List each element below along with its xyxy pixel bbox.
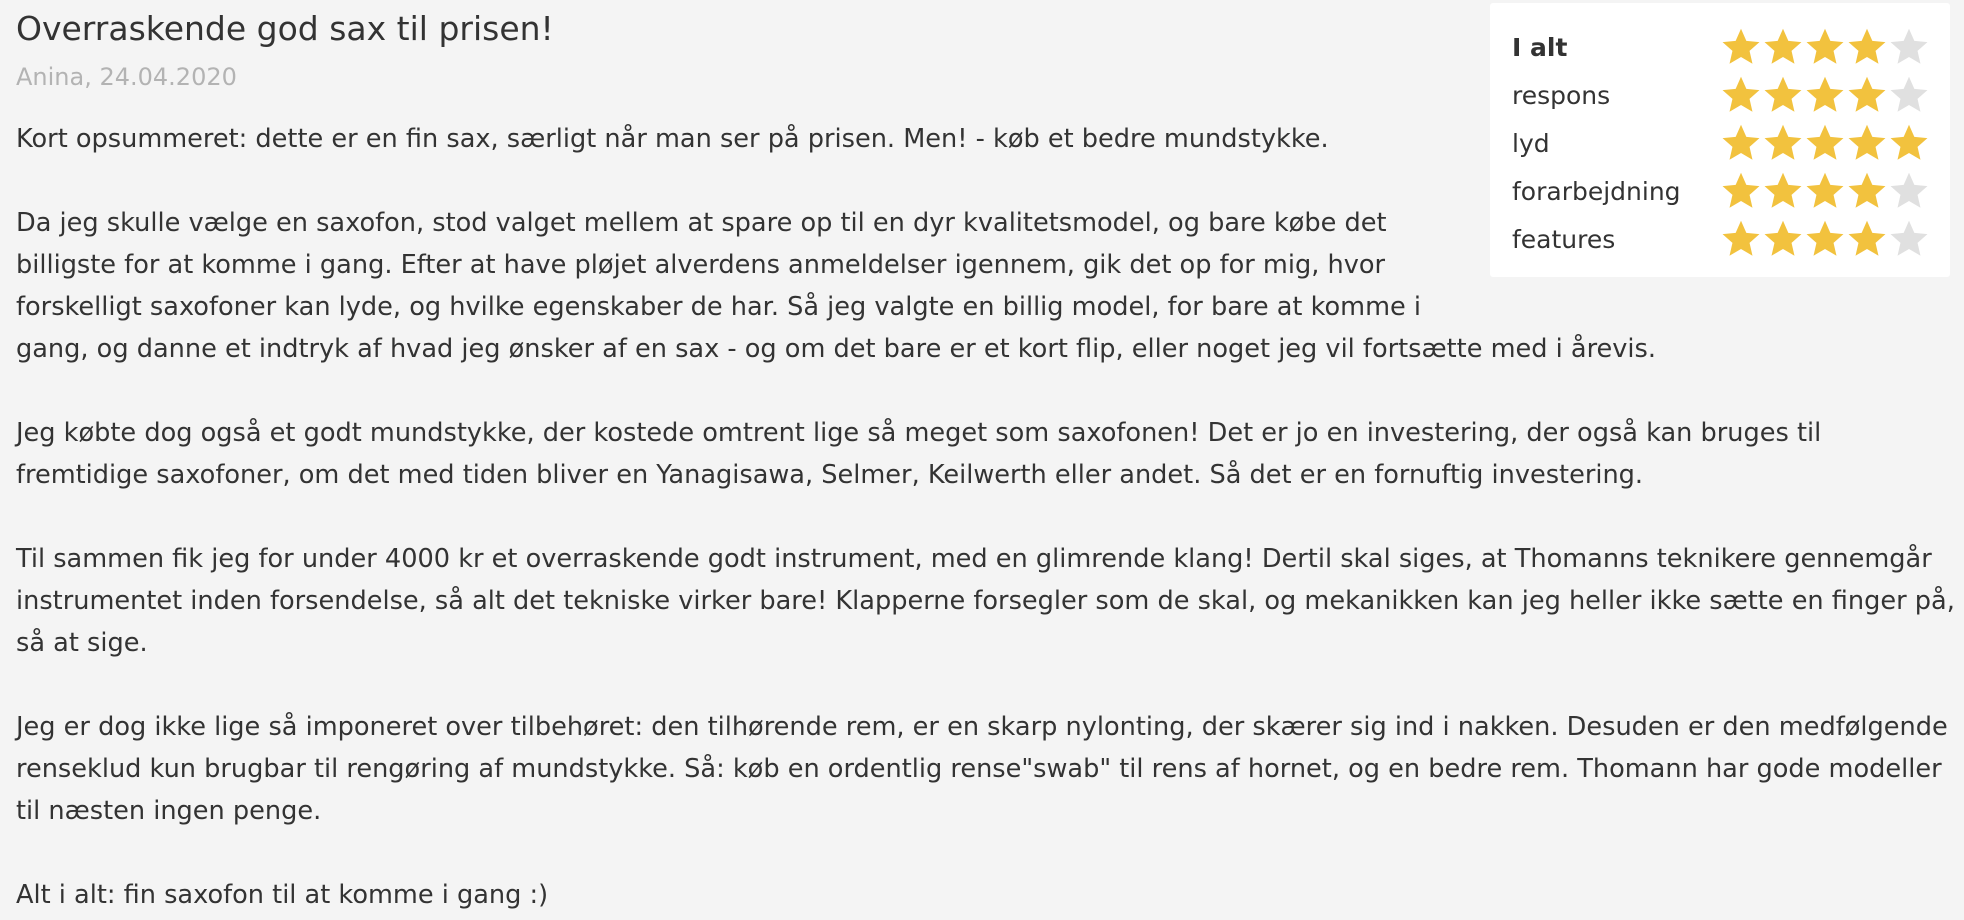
review-paragraph: Jeg er dog ikke lige så imponeret over tilbehøret: den tilhørende rem, er en skarp nylonting, der skærer sig ind i nakken. Desuden er den medfølgende renseklud kun brugbar til rengøring af mundstykke. Så: køb en ordentlig rense"swab" til rens af hornet, og en bedre rem. Thomann har gode modeller til næsten ingen penge. [16,712,1948,826]
rating-label-forarbejdning: forarbejdning [1512,176,1681,206]
star-rating-respons [1720,74,1930,116]
star-icon [1846,218,1888,260]
star-rating-forarbejdning [1720,170,1930,212]
star-rating-features [1720,218,1930,260]
review-paragraph-text: Da jeg skulle vælge en saxofon, stod valget mellem at spare op til en dyr kvalitetsmodel, og bare købe det billigste for at komme i gang. Efter at have pløjet alverdens anmeldelser igennem, gik det op for mig, hvor forskelligt saxofoner kan lyde, og hvilke egenskaber de har. Så jeg valgte en billig model, for bare at komme i [16,208,1422,322]
review-paragraph: Til sammen fik jeg for under 4000 kr et overraskende godt instrument, med en glimrende klang! Dertil skal siges, at Thomanns teknikere gennemgår instrumentet inden forsendelse, så alt det tekniske virker bare! Klapperne forsegler som de skal, og mekanikken kan jeg heller ikke sætte en finger på, så at sige. [16,544,1955,658]
rating-row-overall [1512,23,1930,71]
star-icon [1846,170,1888,212]
star-icon [1846,122,1888,164]
star-icon [1804,26,1846,68]
star-icon [1846,74,1888,116]
review-paragraph-text: gang, og danne et indtryk af hvad jeg ønsker af en sax - og om det bare er et kort flip, eller noget jeg vil fortsætte med i årevis. [16,334,1656,364]
review-paragraph: Jeg købte dog også et godt mundstykke, der kostede omtrent lige så meget som saxofonen! Det er jo en investering, der også kan bruges til fremtidige saxofoner, om det med tiden bliver en Yanagisawa, Selmer, Keilwerth eller andet. Så det er en fornuftig investering. [16,418,1822,490]
star-icon [1762,122,1804,164]
star-icon [1888,122,1930,164]
star-rating-lyd [1720,122,1930,164]
star-icon [1888,218,1930,260]
rating-panel [1490,3,1950,277]
star-icon [1720,26,1762,68]
star-icon [1804,74,1846,116]
star-icon [1888,170,1930,212]
star-icon [1720,218,1762,260]
star-icon [1888,74,1930,116]
rating-row-respons [1512,71,1930,119]
star-icon [1762,170,1804,212]
review-title: Overraskende god sax til prisen! [16,9,554,48]
star-icon [1720,74,1762,116]
review-author-date: Anina, 24.04.2020 [16,63,237,91]
star-icon [1846,26,1888,68]
star-icon [1762,26,1804,68]
rating-row-lyd [1512,119,1930,167]
star-icon [1804,170,1846,212]
rating-row-features [1512,215,1930,263]
star-icon [1804,122,1846,164]
star-icon [1888,26,1930,68]
star-icon [1762,218,1804,260]
rating-label-respons: respons [1512,80,1611,110]
rating-label-lyd: lyd [1512,128,1550,158]
review-paragraph: Kort opsummeret: dette er en fin sax, særligt når man ser på prisen. Men! - køb et bedre mundstykke. [16,124,1329,154]
star-rating-overall [1720,26,1930,68]
rating-label-overall: I alt [1512,32,1568,62]
rating-row-forarbejdning [1512,167,1930,215]
star-icon [1804,218,1846,260]
star-icon [1762,74,1804,116]
rating-label-features: features [1512,224,1616,254]
star-icon [1720,122,1762,164]
review-paragraph: Alt i alt: fin saxofon til at komme i gang :) [16,880,549,910]
star-icon [1720,170,1762,212]
